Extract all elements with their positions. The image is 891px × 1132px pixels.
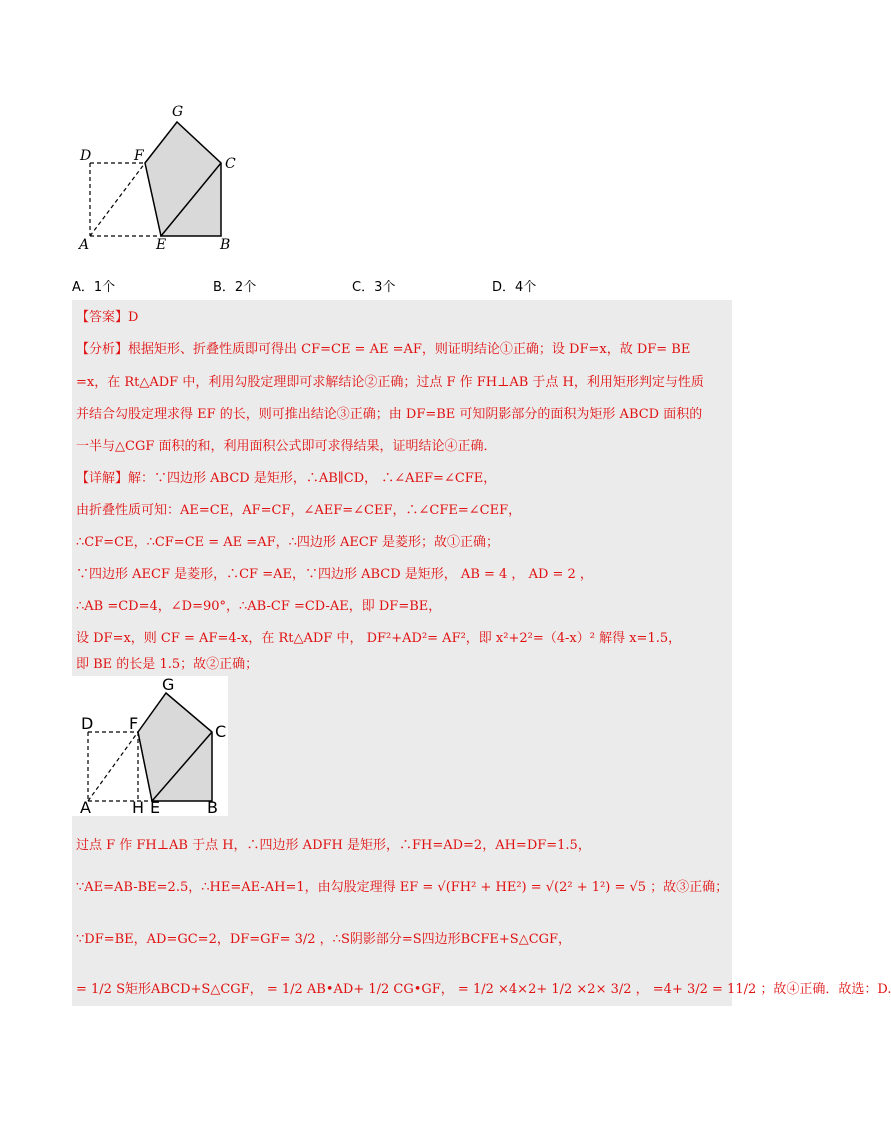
label-d: D xyxy=(81,714,94,733)
label-g: G xyxy=(172,104,184,120)
detail-line-6: 设 DF=x，则 CF = AF=4-x，在 Rt△ADF 中， DF²+AD²= AF²，即 x²+2²=（4-x）² 解得 x=1.5， xyxy=(76,631,682,646)
label-f: F xyxy=(134,148,144,164)
analysis-line-4: 一半与△CGF 面积的和，利用面积公式即可求得结果，证明结论④正确． xyxy=(76,439,497,454)
label-e: E xyxy=(156,237,167,253)
label-g: G xyxy=(162,675,175,694)
detail-line-1: 【详解】解：∵四边形 ABCD 是矩形，∴AB∥CD， ∴∠AEF=∠CFE， xyxy=(76,471,497,486)
label-h: H xyxy=(132,798,145,817)
detail-line-11: = 1/2 S矩形ABCD+S△CGF， = 1/2 AB•AD+ 1/2 CG•GF， = 1/2 ×4×2+ 1/2 ×2× 3/2 ， =4+ 3/2 = 11/2 ；故④正确．故选：D. xyxy=(76,982,891,997)
option-b: B．2个 xyxy=(213,280,257,295)
answer-line: 【答案】D xyxy=(76,310,139,325)
label-c: C xyxy=(225,156,236,172)
option-d: D．4个 xyxy=(492,280,537,295)
detail-line-3: ∴CF=CE，∴CF=CE = AE =AF，∴四边形 AECF 是菱形；故①正确； xyxy=(76,535,499,550)
detail-line-10: ∵DF=BE，AD=GC=2，DF=GF= 3/2 ，∴S阴影部分=S四边形BCFE+S△CGF， xyxy=(76,932,572,947)
detail-line-4: ∵四边形 AECF 是菱形，∴CF =AE，∵四边形 ABCD 是矩形， AB = 4 ， AD = 2 ， xyxy=(76,567,593,582)
analysis-line-3: 并结合勾股定理求得 EF 的长，则可推出结论③正确；由 DF=BE 可知阴影部分的面积为矩形 ABCD 面积的 xyxy=(76,407,703,422)
figure-2 xyxy=(72,676,228,816)
option-a: A．1个 xyxy=(72,280,116,295)
label-c: C xyxy=(215,722,227,741)
detail-line-5: ∴AB =CD=4，∠D=90°，∴AB-CF =CD-AE，即 DF=BE， xyxy=(76,599,442,614)
detail-line-8: 过点 F 作 FH⊥AB 于点 H，∴四边形 ADFH 是矩形，∴FH=AD=2，AH=DF=1.5， xyxy=(76,838,591,853)
label-b: B xyxy=(220,237,231,253)
label-a: A xyxy=(79,237,90,253)
label-e: E xyxy=(150,798,161,817)
answer-options xyxy=(72,276,672,296)
analysis-line-1: 【分析】根据矩形、折叠性质即可得出 CF=CE = AE =AF，则证明结论①正确；设 DF=x，故 DF= BE xyxy=(76,342,691,357)
analysis-line-2: =x，在 Rt△ADF 中，利用勾股定理即可求解结论②正确；过点 F 作 FH⊥AB 于点 H，利用矩形判定与性质 xyxy=(76,375,704,390)
label-b: B xyxy=(207,798,218,817)
option-c: C．3个 xyxy=(352,280,396,295)
detail-line-7: 即 BE 的长是 1.5；故②正确； xyxy=(76,657,259,672)
label-f: F xyxy=(129,714,139,733)
label-d: D xyxy=(80,148,92,164)
figure-1 xyxy=(72,100,272,260)
detail-line-2: 由折叠性质可知：AE=CE，AF=CF，∠AEF=∠CEF，∴∠CFE=∠CEF， xyxy=(76,503,522,518)
detail-line-9: ∵AE=AB-BE=2.5，∴HE=AE-AH=1，由勾股定理得 EF = √(FH² + HE²) = √(2² + 1²) = √5 ；故③正确； xyxy=(76,880,729,895)
label-a: A xyxy=(80,798,91,817)
